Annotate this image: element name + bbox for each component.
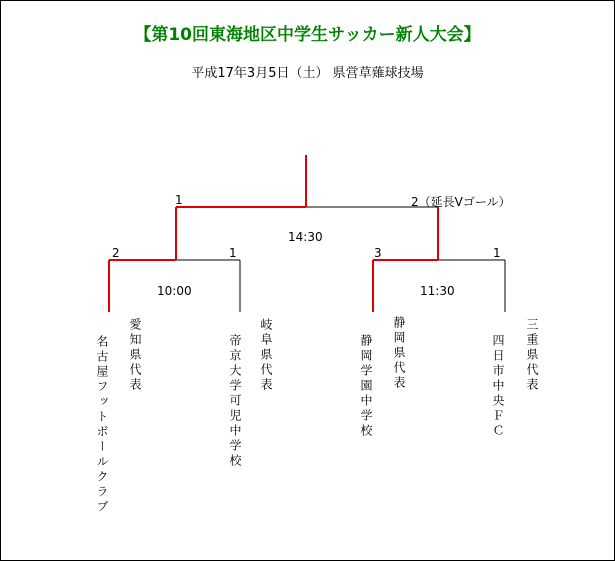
final-right-score: 2（延長Vゴール） [411,195,511,209]
semi-left-right-score: 1 [229,246,237,260]
team-4-name: 四日市中央ＦＣ [491,334,505,439]
team-3-prefecture: 静岡県代表 [392,316,406,391]
final-time: 14:30 [288,230,323,244]
team-1-name: 名古屋フットボールクラブ [95,335,109,515]
semi-right-time: 11:30 [420,284,455,298]
team-2-name: 帝京大学可児中学校 [228,334,242,469]
final-left-score: 1 [175,193,183,207]
semi-right-right-score: 1 [493,246,501,260]
team-1-prefecture: 愛知県代表 [128,318,142,393]
semi-left-time: 10:00 [157,284,192,298]
tournament-title: 【第10回東海地区中学生サッカー新人大会】 [134,25,481,45]
team-3-name: 静岡学園中学校 [359,334,373,439]
semi-left-left-score: 2 [112,246,120,260]
date-venue: 平成17年3月5日（土） 県営草薙球技場 [191,66,424,81]
semi-right-left-score: 3 [374,246,382,260]
team-4-prefecture: 三重県代表 [525,318,539,393]
team-2-prefecture: 岐阜県代表 [259,318,273,393]
